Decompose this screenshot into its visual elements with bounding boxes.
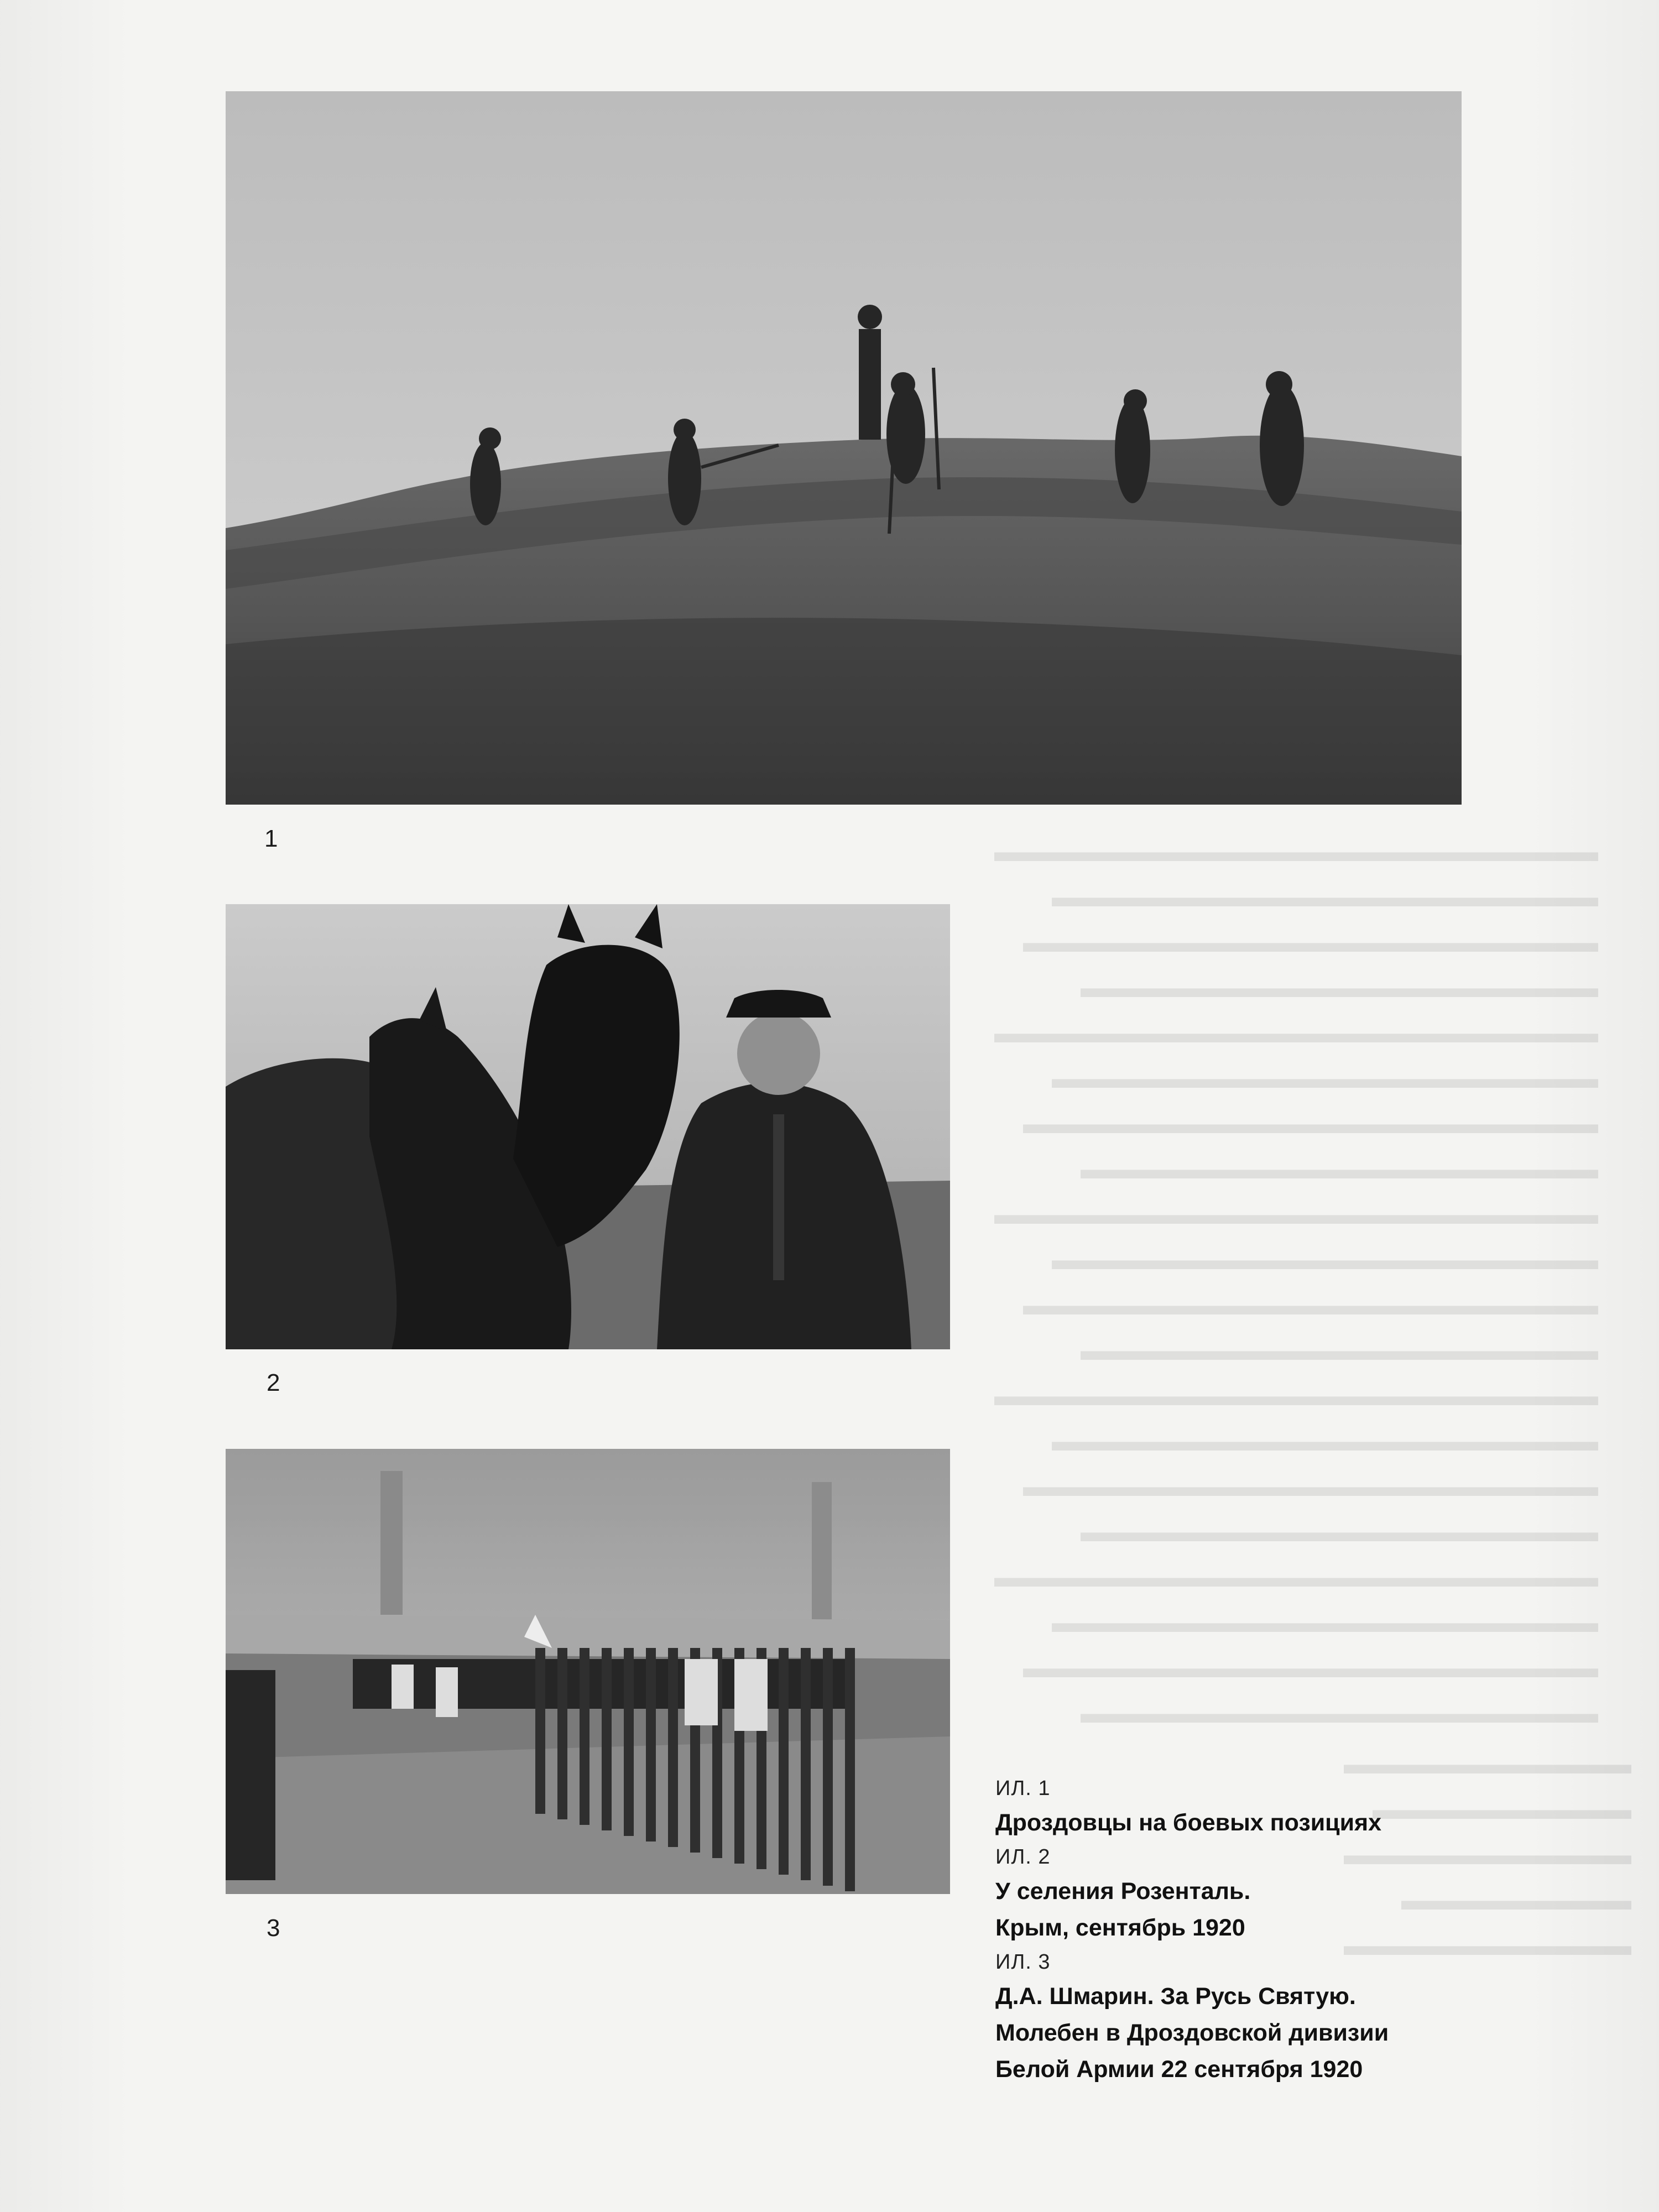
caption-title	[995, 1804, 1631, 1841]
caption-line: Дроздовцы на боевых позициях	[995, 1809, 1382, 1836]
caption-line: Д.А. Шмарин. За Русь Святую.	[995, 1983, 1356, 2010]
caption-line: Белой Армии 22 сентября 1920	[995, 2056, 1363, 2083]
figure-number: 1	[264, 825, 278, 852]
caption-label: ИЛ. 1	[995, 1777, 1051, 1800]
caption-line: Молебен в Дроздовской дивизии	[995, 2020, 1389, 2046]
caption-line: У селения Розенталь.	[995, 1878, 1251, 1905]
caption-figure-1	[995, 1772, 1631, 1841]
figure-captions	[995, 1772, 1631, 2088]
caption-line: Крым, сентябрь 1920	[995, 1914, 1245, 1941]
show-through-text: ▬▬▬▬▬▬▬▬▬▬ ▬▬▬▬▬▬▬▬▬ ▬▬▬▬▬▬▬▬▬▬ ▬▬▬▬▬▬▬▬ ▬▬▬▬▬▬▬▬▬▬	[1344, 1749, 1631, 1961]
caption-figure-3	[995, 1946, 1631, 2088]
photo-trench-soldiers	[226, 91, 1462, 805]
caption-title	[995, 1978, 1631, 2088]
photo-officer-with-horses	[226, 904, 950, 1349]
show-through-text: ▬▬▬▬▬▬▬▬▬▬▬▬▬▬▬▬▬▬▬▬▬ ▬▬▬▬▬▬▬▬▬▬▬▬▬▬▬▬▬▬▬ ▬▬▬▬▬▬▬▬▬▬▬▬▬▬▬▬▬▬▬▬ ▬▬▬▬▬▬▬▬▬▬▬▬▬▬▬▬▬▬ ▬▬▬▬▬▬▬▬▬▬▬▬▬▬▬▬▬▬▬▬▬ ▬▬▬▬▬▬▬▬▬▬▬▬▬▬▬▬▬▬▬ ▬▬▬▬▬▬▬▬▬▬▬▬▬▬▬▬▬▬▬▬ ▬▬▬▬▬▬▬▬▬▬▬▬▬▬▬▬▬▬ ▬▬▬▬▬▬▬▬▬▬▬▬▬▬▬▬▬▬▬▬▬ ▬▬▬▬▬▬▬▬▬▬▬▬▬▬▬▬▬▬▬ ▬▬▬▬▬▬▬▬▬▬▬▬▬▬▬▬▬▬▬▬ ▬▬▬▬▬▬▬▬▬▬▬▬▬▬▬▬▬▬ ▬▬▬▬▬▬▬▬▬▬▬▬▬▬▬▬▬▬▬▬▬ ▬▬▬▬▬▬▬▬▬▬▬▬▬▬▬▬▬▬▬ ▬▬▬▬▬▬▬▬▬▬▬▬▬▬▬▬▬▬▬▬ ▬▬▬▬▬▬▬▬▬▬▬▬▬▬▬▬▬▬ ▬▬▬▬▬▬▬▬▬▬▬▬▬▬▬▬▬▬▬▬▬ ▬▬▬▬▬▬▬▬▬▬▬▬▬▬▬▬▬▬▬ ▬▬▬▬▬▬▬▬▬▬▬▬▬▬▬▬▬▬▬▬ ▬▬▬▬▬▬▬▬▬▬▬▬▬▬▬▬▬▬	[994, 836, 1598, 1729]
figure-number: 2	[267, 1369, 280, 1396]
photo-prayer-service-painting	[226, 1449, 950, 1894]
caption-label: ИЛ. 2	[995, 1845, 1051, 1869]
caption-label: ИЛ. 3	[995, 1950, 1051, 1974]
caption-figure-2	[995, 1841, 1631, 1946]
figure-number: 3	[267, 1914, 280, 1942]
caption-title	[995, 1873, 1631, 1946]
